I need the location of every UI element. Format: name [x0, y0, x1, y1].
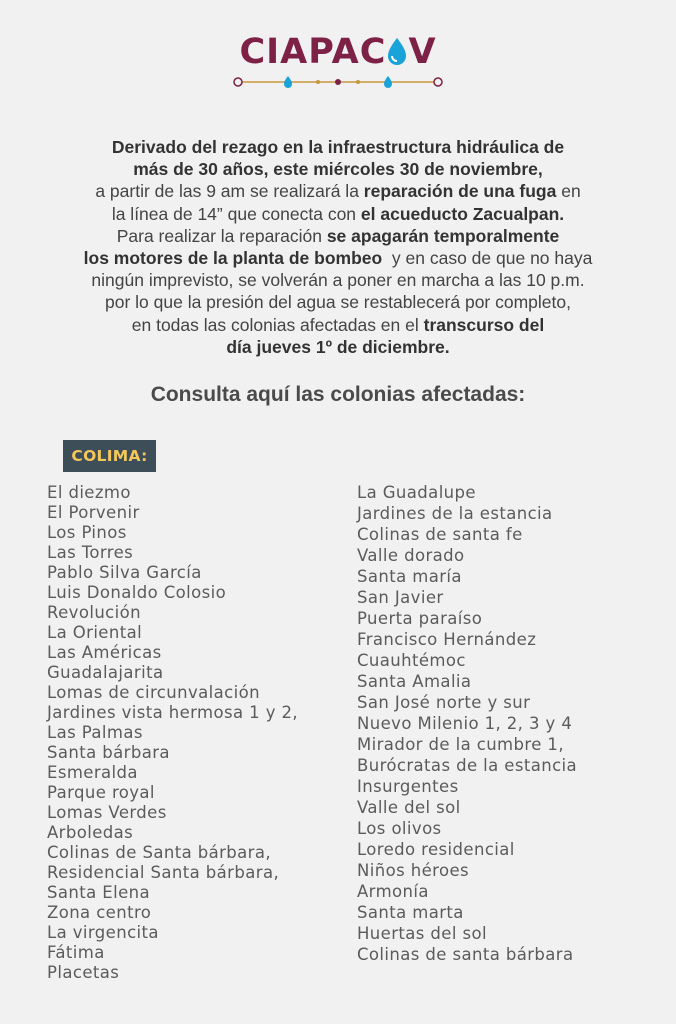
colonia-item: La Guadalupe — [357, 483, 476, 502]
colonia-item: Jardines vista hermosa 1 y 2, — [47, 703, 299, 722]
ciapacov-logo — [0, 30, 676, 100]
colonia-item: Jardines de la estancia — [357, 504, 553, 523]
logo-ornament — [232, 74, 444, 92]
colonia-item: Los Pinos — [47, 523, 127, 542]
colima-badge: COLIMA: — [63, 440, 156, 472]
colonia-item: Lomas Verdes — [47, 803, 167, 822]
colonia-item: Esmeralda — [47, 763, 138, 782]
colonia-item: La Oriental — [47, 623, 143, 642]
colonia-item: Guadalajarita — [47, 663, 164, 682]
colonia-item: Parque royal — [47, 783, 155, 802]
colonia-item: Nuevo Milenio 1, 2, 3 y 4 — [357, 714, 573, 733]
colonia-item: El diezmo — [47, 483, 131, 502]
logo-wordmark: CIAPAC V — [239, 32, 437, 72]
colonia-item: San José norte y sur — [357, 693, 531, 712]
colonia-item: Santa bárbara — [47, 743, 170, 762]
colonia-item: Niños héroes — [357, 861, 469, 880]
colonia-item: Colinas de santa fe — [357, 525, 523, 544]
colonia-item: Santa Amalia — [357, 672, 472, 691]
colonias-list-left — [47, 483, 298, 983]
colonia-item: Los olivos — [357, 819, 442, 838]
colonia-item: Zona centro — [47, 903, 152, 922]
colonia-item: San Javier — [357, 588, 444, 607]
colonia-item: Fátima — [47, 943, 105, 962]
colonia-item: Las Torres — [47, 543, 134, 562]
water-drop-icon — [386, 37, 408, 65]
colonia-item: Loredo residencial — [357, 840, 515, 859]
colonia-item: Armonía — [357, 882, 429, 901]
colonia-item: La virgencita — [47, 923, 159, 942]
colonia-item: Huertas del sol — [357, 924, 487, 943]
colonia-item: Valle del sol — [357, 798, 461, 817]
colonia-item: Las Américas — [47, 643, 162, 662]
colonia-item: Colinas de Santa bárbara, — [47, 843, 272, 862]
colonia-item: Revolución — [47, 603, 141, 622]
intro-paragraph: Derivado del rezago en la infraestructura hidráulica de más de 30 años, este miércoles 30 de noviembre, a partir de las 9 am se realizará la reparación de una fuga en la línea de 14” que conecta con el acueducto Zacualpan. Para realizar la reparación se apagarán temporalmente los motores de la planta de bombeo y en caso de que no haya ningún imprevisto, se volverán a poner en marcha a las 10 p.m. por lo que la presión del agua se restablecerá por completo, en todas las colonias afectadas en el transcurso del día jueves 1º de diciembre. — [83, 137, 593, 357]
colonia-item: Placetas — [47, 963, 120, 982]
colonia-item: Luis Donaldo Colosio — [47, 583, 227, 602]
colonia-item: Cuauhtémoc — [357, 651, 466, 670]
colonia-item: Colinas de santa bárbara — [357, 945, 574, 964]
colonia-item: Francisco Hernández — [357, 630, 537, 649]
colonia-item: Las Palmas — [47, 723, 143, 742]
colonia-item: Valle dorado — [357, 546, 465, 565]
colonia-item: Pablo Silva García — [47, 563, 202, 582]
colonia-item: Lomas de circunvalación — [47, 683, 260, 702]
colonia-item: Santa Elena — [47, 883, 150, 902]
colonia-item: Insurgentes — [357, 777, 459, 796]
colonia-item: Mirador de la cumbre 1, — [357, 735, 564, 754]
colonias-list-right — [357, 482, 577, 965]
colonia-item: El Porvenir — [47, 503, 140, 522]
colonia-item: Arboledas — [47, 823, 134, 842]
colonia-item: Puerta paraíso — [357, 609, 483, 628]
colonia-item: Santa maría — [357, 567, 462, 586]
consulta-heading: Consulta aquí las colonias afectadas: — [150, 383, 526, 406]
colonia-item: Burócratas de la estancia — [357, 756, 578, 775]
colonia-item: Santa marta — [357, 903, 464, 922]
colonia-item: Residencial Santa bárbara, — [47, 863, 280, 882]
